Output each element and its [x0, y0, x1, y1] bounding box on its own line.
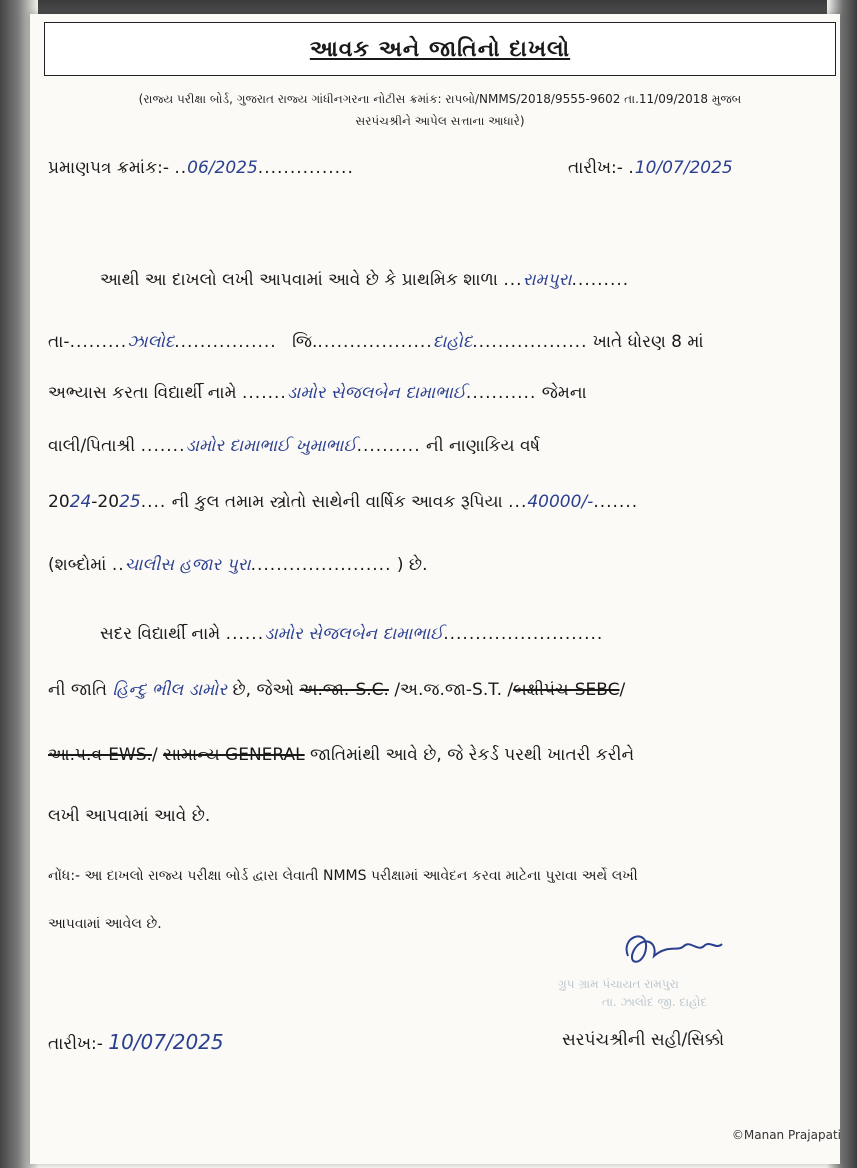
district-label: જિ. — [292, 332, 318, 352]
dotted-line: .. — [111, 555, 125, 575]
fin-year-label: ની નાણાકિય વર્ષ — [426, 436, 541, 456]
cert-number-label: પ્રમાણપત્ર ક્રમાંક:- — [48, 158, 169, 178]
income-value: 40000/- — [527, 492, 594, 512]
dotted-line: . — [628, 158, 635, 178]
category-sebc-struck: બક્ષીપંચ-SEBC — [513, 680, 620, 700]
year-to: 25 — [119, 492, 141, 512]
dotted-line: .......... — [356, 436, 421, 456]
para1-intro: આથી આ દાખલો લખી આપવામાં આવે છે કે પ્રાથમિક શાળા — [100, 270, 498, 290]
dotted-line: .. — [174, 158, 188, 178]
dotted-line: ....... — [593, 492, 639, 512]
category-general-struck: સામાન્ય GENERAL — [163, 745, 305, 765]
dotted-line: ......... — [69, 332, 128, 352]
guardian-name: ડામોર દામાભાઈ ખુમાભાઈ — [185, 436, 357, 456]
dotted-line: ......... — [571, 270, 630, 290]
page-title: આવક અને જાતિનો દાખલો — [309, 36, 571, 62]
standard-text: ખાતે ધોરણ 8 માં — [592, 332, 704, 352]
dotted-line: ............... — [257, 158, 354, 178]
para2-line1 — [100, 624, 603, 644]
caste-value: હિન્દુ ભીલ ડામોર — [112, 680, 228, 700]
words-value: ચાલીસ હજાર પુરા — [124, 555, 251, 575]
stamp-line-2: તા. ઝાલોદ જી. દાહોદ — [602, 995, 708, 1009]
category-ews-struck: આ.પ.વ-EWS. — [48, 745, 152, 765]
student-label: અભ્યાસ કરતા વિદ્યાર્થી નામે — [48, 383, 237, 403]
date-value: 10/07/2025 — [634, 158, 733, 178]
signature-label: સરપંચશ્રીની સહી/સિક્કો — [562, 1030, 725, 1050]
dotted-line: .................. — [472, 332, 588, 352]
year-from: 24 — [69, 492, 92, 512]
para2-line2: ની જાતિ હિન્દુ ભીલ ડામોર છે, જેઓ અ.જા.-S.C. /અ.જ.જા-S.T. /બક્ષીપંચ-SEBC/ — [48, 680, 626, 700]
jemna-text: જેમના — [541, 383, 587, 403]
cert-number-row — [48, 158, 354, 178]
para1-line4 — [48, 436, 540, 456]
caste-mid: છે, જેઓ — [232, 680, 295, 700]
school-name: રામપુરા — [522, 270, 572, 290]
stamp — [558, 975, 707, 1011]
para1-line5 — [48, 492, 638, 512]
student-name: ડામોર સેજલબેન દામાભાઈ — [286, 383, 466, 403]
copyright-text: ©Manan Prajapati — [731, 1128, 841, 1142]
dotted-line: ........... — [465, 383, 537, 403]
category-sc-struck: અ.જા.-S.C. — [299, 680, 389, 700]
signature-scribble — [618, 926, 728, 976]
cert-number-value: 06/2025 — [187, 158, 258, 178]
dotted-line: .... — [140, 492, 167, 512]
guardian-label: વાલી/પિતાશ્રી — [48, 436, 136, 456]
dotted-line: .................. — [317, 332, 433, 352]
para1-line2 — [48, 332, 704, 352]
year-prefix: 20 — [48, 492, 70, 512]
income-text: ની કુલ તમામ સ્ત્રોતો સાથેની વાર્ષિક આવક રૂપિયા — [171, 492, 503, 512]
year-mid: -20 — [91, 492, 120, 512]
para2-name: ડામોર સેજલબેન દામાભાઈ — [264, 624, 444, 644]
note-line-1: નોંધ:- આ દાખલો રાજ્ય પરીક્ષા બોર્ડ દ્વારા લેવાતી NMMS પરીક્ષામાં આવેદન કરવા માટેના પુરાવા અર્થે લખી — [48, 868, 638, 884]
caste-end: જાતિમાંથી આવે છે, જે રેકર્ડ પરથી ખાતરી કરીને — [310, 745, 635, 765]
category-st: /અ.જ.જા-S.T. — [394, 680, 502, 700]
dotted-line: ....... — [242, 383, 287, 403]
para1-line6 — [48, 555, 427, 575]
reference-line-1: (રાજ્ય પરીક્ષા બોર્ડ, ગુજરાત રાજ્ય ગાંધીનગરના નોટીસ ક્રમાંક: રાપબો/NMMS/2018/9555-9602 તા.11/09/2018 મુજબ — [138, 92, 742, 106]
footer-date-value: 10/07/2025 — [108, 1030, 224, 1054]
para1-line1 — [100, 270, 629, 290]
dotted-line: ....... — [140, 436, 186, 456]
closing-line: લખી આપવામાં આવે છે. — [48, 806, 211, 826]
dotted-line: ...................... — [250, 555, 392, 575]
taluka-label: તા- — [48, 332, 70, 352]
words-label: (શબ્દોમાં — [48, 555, 107, 575]
dotted-line: ................ — [174, 332, 277, 352]
footer-date-label: તારીખ:- — [48, 1034, 103, 1054]
title-box — [44, 22, 836, 76]
date-label: તારીખ:- — [568, 158, 623, 178]
date-row — [568, 158, 733, 178]
district-value: દાહોદ — [432, 332, 473, 352]
taluka-value: ઝાલોદ — [127, 332, 175, 352]
dotted-line: ... — [503, 270, 523, 290]
dotted-line: ... — [508, 492, 528, 512]
footer-date-row — [48, 1030, 224, 1054]
dotted-line: ......................... — [443, 624, 604, 644]
words-end: ) છે. — [396, 555, 428, 575]
stamp-line-1: ગ્રુપ ગ્રામ પંચાયત રામપુરા — [558, 977, 679, 991]
para2-line3: આ.પ.વ-EWS./ સામાન્ય GENERAL જાતિમાંથી આવે છે, જે રેકર્ડ પરથી ખાતરી કરીને — [48, 745, 635, 765]
caste-label: ની જાતિ — [48, 680, 108, 700]
signature-area — [548, 920, 798, 1030]
dotted-line: ...... — [225, 624, 265, 644]
para1-line3 — [48, 383, 587, 403]
reference-line-2: સરપંચશ્રીને આપેલ સત્તાના આધારે) — [355, 114, 525, 128]
para2-label: સદર વિદ્યાર્થી નામે — [100, 624, 221, 644]
note-line-2: આપવામાં આવેલ છે. — [48, 916, 162, 932]
